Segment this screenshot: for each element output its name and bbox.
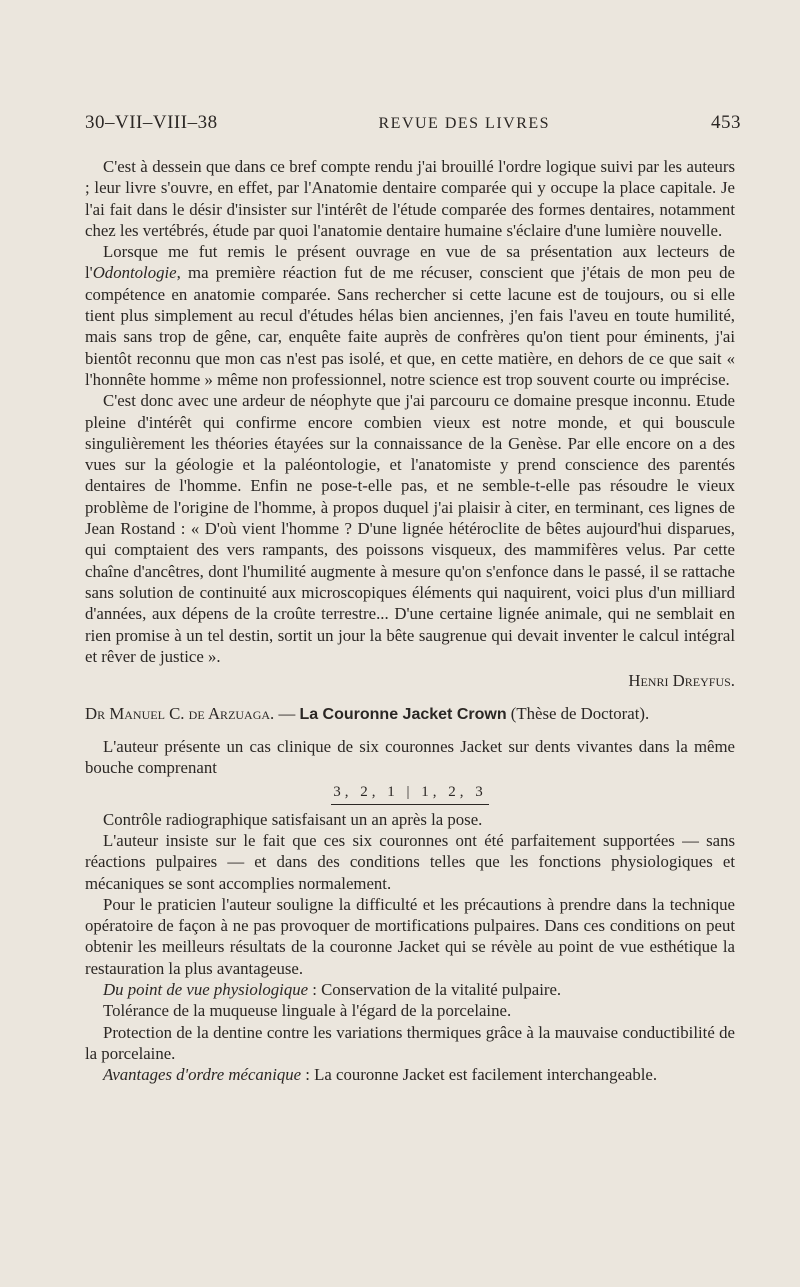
- paragraph-2-text-b: , ma première réaction fut de me récuser, conscient que j'étais de mon peu de compétence en anatomie comparée. Sans rechercher si cette lacune est de toujours, ou si elle tient plus simplement au recul d'études hélas bien anciennes, j'en fais l'aveu en toute humilité, mais sans trop de gêne, car, enquête faite auprès de confrères qu'on tient pour éminents, j'ai bientôt reconnu que mon cas n'est pas isolé, et que, en cette matière, en dehors de ce que sait « l'honnête homme » même non professionnel, notre science est trop souvent courte ou imprécise.: [85, 263, 735, 389]
- review-paragraph-5: [85, 979, 735, 1000]
- paragraph-2: [85, 241, 735, 390]
- review-paragraph-6: Tolérance de la muqueuse linguale à l'égard de la porcelaine.: [103, 1001, 512, 1021]
- mechanical-heading: Avantages d'ordre mécanique: [103, 1065, 302, 1085]
- review-paragraph-1: L'auteur présente un cas clinique de six couronnes Jacket sur dents vivantes dans la même bouche comprenant: [85, 736, 735, 778]
- entry-subtitle: (Thèse de Doctorat).: [506, 704, 650, 724]
- page-number: 453: [710, 112, 741, 133]
- review-paragraph-4: Pour le praticien l'auteur souligne la difficulté et les précautions à prendre dans la technique opératoire de façon à ne pas provoquer de mortifications pulpaires. Dans ces conditions on peut obtenir les meilleurs résultats de la couronne Jacket qui se révèle au point de vue esthétique la restauration la plus avantageuse.: [85, 894, 735, 978]
- entry-dash: —: [274, 704, 300, 724]
- dental-formula: [85, 780, 735, 804]
- entry-title: La Couronne Jacket Crown: [299, 706, 507, 724]
- review-paragraph-5-text: : Conservation de la vitalité pulpaire.: [308, 979, 562, 999]
- paragraph-1: C'est à dessein que dans ce bref compte rendu j'ai brouillé l'ordre logique suivi par les auteurs ; leur livre s'ouvre, en effet, par l'Anatomie dentaire comparée qui y occupe la place capitale. Je l'ai fait dans le désir d'insister sur l'intérêt de l'étude comparée des formes dentaires, notamment chez les vertébrés, étude par quoi l'anatomie dentaire humaine s'éclaire d'une lumière nouvelle.: [85, 157, 735, 240]
- journal-name: Odontologie: [92, 263, 177, 283]
- review-paragraph-7: Protection de la dentine contre les variations thermiques grâce à la mauvaise conductibilité de la porcelaine.: [85, 1022, 735, 1063]
- book-entry: [85, 703, 735, 725]
- page-body: [85, 156, 735, 1085]
- review-paragraph-2: Contrôle radiographique satisfaisant un an après la pose.: [103, 809, 483, 829]
- reviewer-signature: Henri Dreyfus.: [628, 671, 735, 691]
- entry-author: Dr Manuel C. de Arzuaga.: [85, 704, 275, 724]
- review-paragraph-8: [85, 1064, 735, 1085]
- paragraph-2-text-a: Lorsque me fut remis le présent ouvrage en vue de sa présentation aux lecteurs de l': [85, 242, 735, 283]
- review-paragraph-8-text: : La couronne Jacket est facilement interchangeable.: [301, 1065, 658, 1085]
- issue-date: 30–VII–VIII–38: [85, 112, 218, 133]
- physiological-heading: Du point de vue physiologique: [103, 979, 309, 999]
- dental-formula-text: 3, 2, 1 | 1, 2, 3: [331, 782, 489, 804]
- section-title: REVUE DES LIVRES: [378, 115, 551, 132]
- paragraph-3: C'est donc avec une ardeur de néophyte que j'ai parcouru ce domaine presque inconnu. Etude pleine d'intérêt qui confirme encore combien vieux est notre monde, et qui bouscule singulièrement les théories étayées sur la connaissance de la Genèse. Par elle encore on a des vues sur la géologie et la paléontologie, et l'anatomiste y prend conscience des parentés dentaires de l'homme. Enfin ne pose-t-elle pas, et ne semble-t-elle pas résoudre le vieux problème de l'origine de l'homme, à propos duquel j'ai plaisir à citer, en terminant, ces lignes de Jean Rostand : « D'où vient l'homme ? D'une lignée hétéroclite de bêtes aujourd'hui disparues, qui comptaient des vers rampants, des poissons visqueux, des mammifères velus. Par cette chaîne d'ancêtres, dont l'humilité augmente à mesure qu'on s'enfonce dans le passé, il se rattache sans solution de continuité aux microscopiques éléments qui naquirent, voici plus d'un milliard d'années, aux dépens de la croûte terrestre... D'une certaine lignée animale, qui ne semblait en rien promise à un tel destin, sortit un jour la bête saugrenue qui devait inventer le calcul intégral et rêver de justice ».: [85, 391, 735, 666]
- review-paragraph-3: L'auteur insiste sur le fait que ces six couronnes ont été parfaitement supportées — sans réactions pulpaires — et dans des conditions telles que les fonctions physiologiques et mécaniques se sont accomplies normalement.: [85, 830, 735, 893]
- running-header: [85, 112, 741, 142]
